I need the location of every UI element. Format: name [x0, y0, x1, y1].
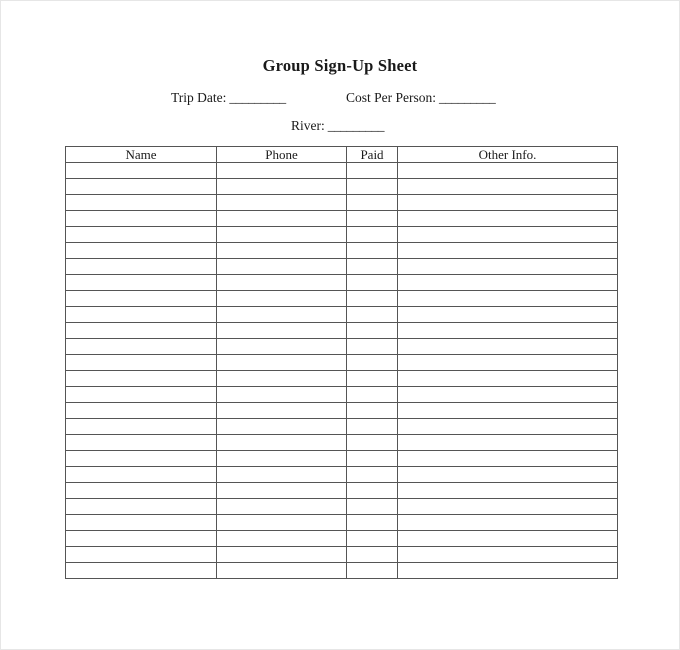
cell-name[interactable]: [66, 211, 217, 227]
cell-phone[interactable]: [217, 243, 347, 259]
cell-name[interactable]: [66, 515, 217, 531]
table-row: [66, 483, 618, 499]
table-row: [66, 227, 618, 243]
cell-phone[interactable]: [217, 435, 347, 451]
cell-phone[interactable]: [217, 499, 347, 515]
cell-phone[interactable]: [217, 387, 347, 403]
cell-other-info[interactable]: [398, 179, 618, 195]
cell-phone[interactable]: [217, 419, 347, 435]
cell-other-info[interactable]: [398, 419, 618, 435]
cell-name[interactable]: [66, 275, 217, 291]
cell-name[interactable]: [66, 467, 217, 483]
cell-paid[interactable]: [347, 387, 398, 403]
cell-other-info[interactable]: [398, 499, 618, 515]
cell-name[interactable]: [66, 499, 217, 515]
cell-name[interactable]: [66, 339, 217, 355]
cell-other-info[interactable]: [398, 227, 618, 243]
cell-name[interactable]: [66, 243, 217, 259]
cell-other-info[interactable]: [398, 531, 618, 547]
table-row: [66, 547, 618, 563]
cell-paid[interactable]: [347, 419, 398, 435]
column-header-name: Name: [66, 147, 217, 163]
column-header-other-info: Other Info.: [398, 147, 618, 163]
table-row: [66, 275, 618, 291]
cell-paid[interactable]: [347, 371, 398, 387]
cell-phone[interactable]: [217, 531, 347, 547]
cell-phone[interactable]: [217, 323, 347, 339]
cell-name[interactable]: [66, 419, 217, 435]
cell-phone[interactable]: [217, 179, 347, 195]
table-row: [66, 179, 618, 195]
table-row: [66, 419, 618, 435]
table-row: [66, 435, 618, 451]
cell-paid[interactable]: [347, 163, 398, 179]
cell-name[interactable]: [66, 355, 217, 371]
cell-paid[interactable]: [347, 275, 398, 291]
table-row: [66, 195, 618, 211]
cell-name[interactable]: [66, 323, 217, 339]
cell-phone[interactable]: [217, 403, 347, 419]
cell-other-info[interactable]: [398, 339, 618, 355]
cell-other-info[interactable]: [398, 243, 618, 259]
table-row: [66, 531, 618, 547]
cell-paid[interactable]: [347, 563, 398, 579]
cell-phone[interactable]: [217, 195, 347, 211]
cell-other-info[interactable]: [398, 291, 618, 307]
cell-phone[interactable]: [217, 483, 347, 499]
cell-other-info[interactable]: [398, 307, 618, 323]
cell-other-info[interactable]: [398, 371, 618, 387]
trip-date-field: [171, 90, 286, 106]
cell-other-info[interactable]: [398, 403, 618, 419]
cell-name[interactable]: [66, 307, 217, 323]
table-row: [66, 371, 618, 387]
cell-phone[interactable]: [217, 291, 347, 307]
cell-paid[interactable]: [347, 435, 398, 451]
trip-date-blank[interactable]: _________: [229, 90, 286, 105]
cell-phone[interactable]: [217, 547, 347, 563]
cell-paid[interactable]: [347, 291, 398, 307]
cell-paid[interactable]: [347, 179, 398, 195]
table-row: [66, 515, 618, 531]
cell-other-info[interactable]: [398, 163, 618, 179]
cell-phone[interactable]: [217, 451, 347, 467]
river-field: [291, 118, 384, 134]
table-row: [66, 467, 618, 483]
cell-phone[interactable]: [217, 163, 347, 179]
cell-paid[interactable]: [347, 243, 398, 259]
cell-name[interactable]: [66, 259, 217, 275]
cell-other-info[interactable]: [398, 435, 618, 451]
cell-other-info[interactable]: [398, 563, 618, 579]
table-row: [66, 355, 618, 371]
table-row: [66, 451, 618, 467]
river-blank[interactable]: _________: [327, 118, 384, 133]
cell-name[interactable]: [66, 163, 217, 179]
cell-phone[interactable]: [217, 563, 347, 579]
cell-phone[interactable]: [217, 211, 347, 227]
cell-paid[interactable]: [347, 307, 398, 323]
table-header-row: [66, 147, 618, 163]
table-row: [66, 291, 618, 307]
cell-paid[interactable]: [347, 467, 398, 483]
cell-other-info[interactable]: [398, 211, 618, 227]
trip-date-label: Trip Date:: [171, 90, 227, 105]
cell-paid[interactable]: [347, 403, 398, 419]
cell-other-info[interactable]: [398, 547, 618, 563]
table-row: [66, 387, 618, 403]
cell-name[interactable]: [66, 387, 217, 403]
cell-name[interactable]: [66, 563, 217, 579]
cell-other-info[interactable]: [398, 515, 618, 531]
cost-per-person-blank[interactable]: _________: [439, 90, 496, 105]
cell-other-info[interactable]: [398, 483, 618, 499]
cell-paid[interactable]: [347, 547, 398, 563]
cell-other-info[interactable]: [398, 275, 618, 291]
cell-other-info[interactable]: [398, 323, 618, 339]
table-row: [66, 163, 618, 179]
cell-other-info[interactable]: [398, 451, 618, 467]
cell-phone[interactable]: [217, 339, 347, 355]
cell-name[interactable]: [66, 531, 217, 547]
cell-phone[interactable]: [217, 227, 347, 243]
cell-phone[interactable]: [217, 259, 347, 275]
cell-phone[interactable]: [217, 371, 347, 387]
cell-other-info[interactable]: [398, 259, 618, 275]
cell-paid[interactable]: [347, 339, 398, 355]
signup-table: [65, 146, 618, 579]
cell-name[interactable]: [66, 291, 217, 307]
cell-phone[interactable]: [217, 467, 347, 483]
column-header-phone: Phone: [217, 147, 347, 163]
signup-table-body: [66, 163, 618, 579]
cell-paid[interactable]: [347, 531, 398, 547]
cell-paid[interactable]: [347, 451, 398, 467]
table-row: [66, 259, 618, 275]
cell-other-info[interactable]: [398, 355, 618, 371]
cost-per-person-field: [346, 90, 495, 106]
column-header-paid: Paid: [347, 147, 398, 163]
cell-name[interactable]: [66, 371, 217, 387]
table-row: [66, 307, 618, 323]
document-title: Group Sign-Up Sheet: [262, 56, 418, 75]
cell-paid[interactable]: [347, 499, 398, 515]
cell-name[interactable]: [66, 179, 217, 195]
cell-name[interactable]: [66, 451, 217, 467]
cell-other-info[interactable]: [398, 387, 618, 403]
cell-phone[interactable]: [217, 275, 347, 291]
cell-phone[interactable]: [217, 515, 347, 531]
table-row: [66, 243, 618, 259]
river-label: River:: [291, 118, 325, 133]
cell-paid[interactable]: [347, 211, 398, 227]
table-row: [66, 499, 618, 515]
cell-paid[interactable]: [347, 515, 398, 531]
table-row: [66, 323, 618, 339]
cell-paid[interactable]: [347, 355, 398, 371]
cell-paid[interactable]: [347, 323, 398, 339]
table-row: [66, 403, 618, 419]
cell-phone[interactable]: [217, 307, 347, 323]
cell-paid[interactable]: [347, 483, 398, 499]
cell-name[interactable]: [66, 403, 217, 419]
cell-name[interactable]: [66, 483, 217, 499]
cell-paid[interactable]: [347, 227, 398, 243]
cell-paid[interactable]: [347, 259, 398, 275]
cell-other-info[interactable]: [398, 195, 618, 211]
cell-name[interactable]: [66, 227, 217, 243]
table-row: [66, 211, 618, 227]
table-row: [66, 563, 618, 579]
table-row: [66, 339, 618, 355]
cell-name[interactable]: [66, 195, 217, 211]
cost-per-person-label: Cost Per Person:: [346, 90, 437, 105]
cell-name[interactable]: [66, 435, 217, 451]
cell-phone[interactable]: [217, 355, 347, 371]
cell-name[interactable]: [66, 547, 217, 563]
cell-other-info[interactable]: [398, 467, 618, 483]
cell-paid[interactable]: [347, 195, 398, 211]
